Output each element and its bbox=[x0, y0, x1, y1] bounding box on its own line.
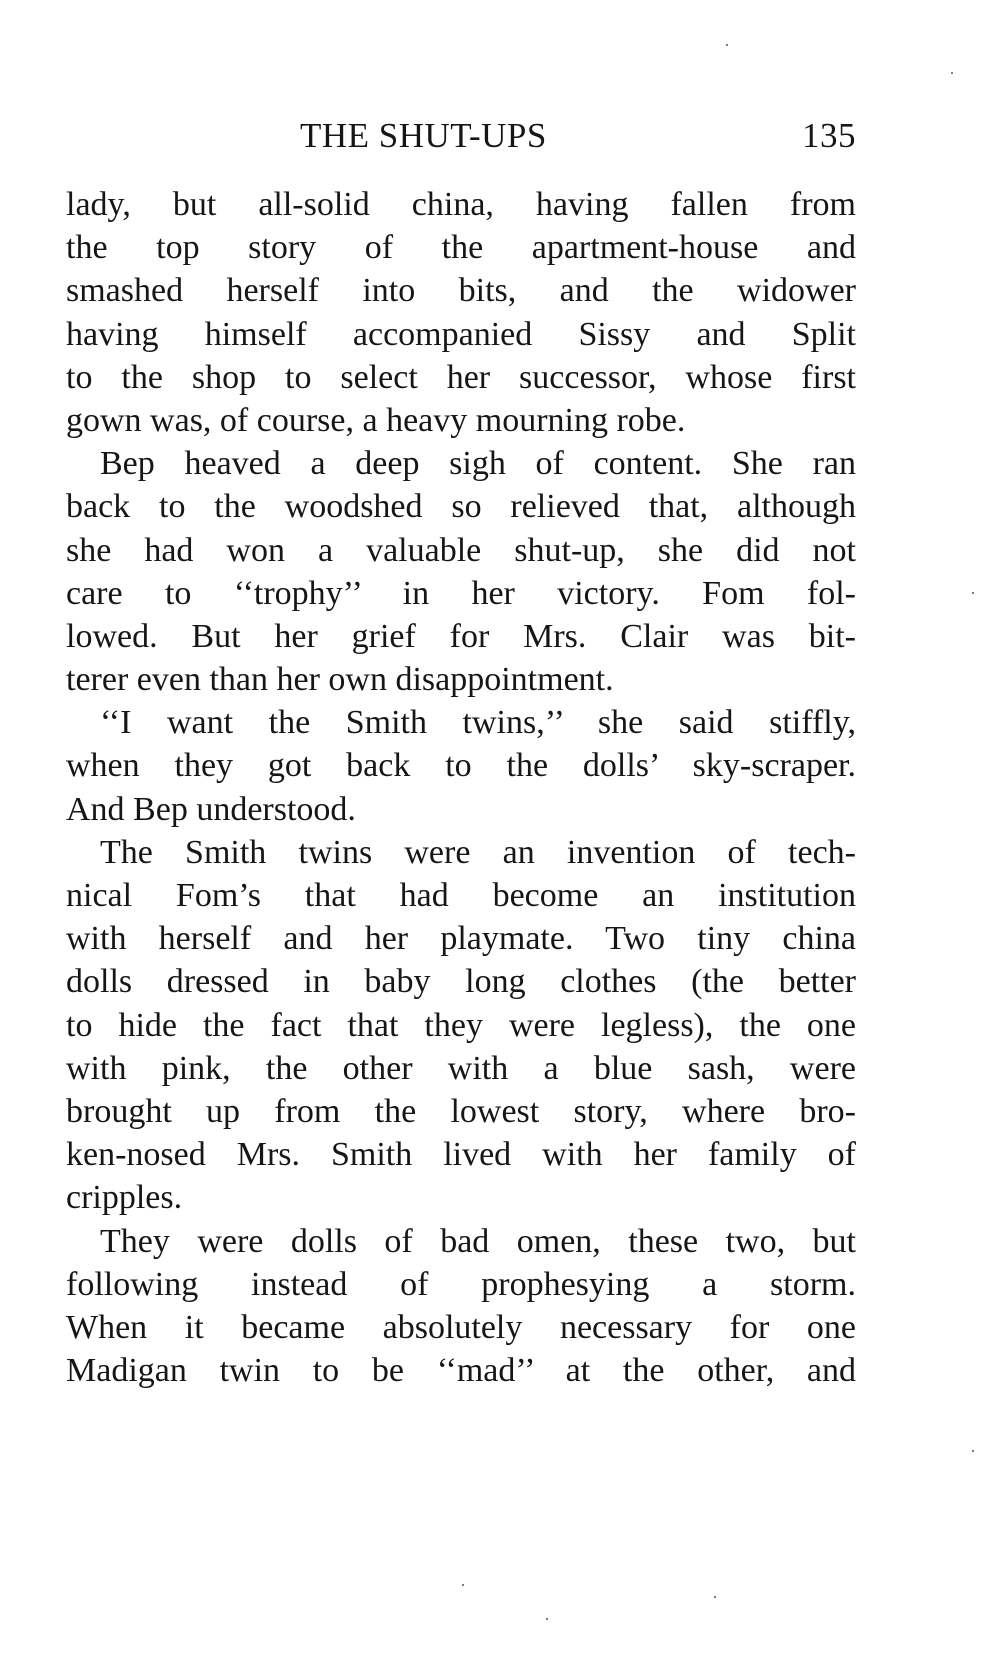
text-line: And Bep understood. bbox=[66, 790, 356, 828]
text-line: brought up from the lowest story, where bro- bbox=[66, 1092, 856, 1130]
text-line: ken-nosed Mrs. Smith lived with her family of bbox=[66, 1136, 856, 1174]
text-line: nical Fom’s that had become an institution bbox=[66, 877, 856, 914]
text-line: terer even than her own disappointment. bbox=[66, 661, 614, 699]
text-line: to the shop to select her successor, whose first bbox=[66, 358, 856, 396]
scan-speck bbox=[462, 1584, 464, 1586]
text-line: lady, but all-solid china, having fallen from bbox=[66, 186, 856, 223]
scan-speck bbox=[726, 44, 728, 46]
running-head bbox=[66, 116, 856, 166]
text-line: dolls dressed in baby long clothes (the better bbox=[66, 963, 856, 1001]
text-line: back to the woodshed so relieved that, although bbox=[66, 488, 856, 526]
text-line: gown was, of course, a heavy mourning robe. bbox=[66, 401, 686, 439]
body-text bbox=[66, 183, 856, 1392]
text-line: cripples. bbox=[66, 1179, 183, 1217]
text-line: They were dolls of bad omen, these two, but bbox=[100, 1222, 856, 1260]
text-line: care to ‘‘trophy’’ in her victory. Fom fol- bbox=[66, 574, 856, 612]
scan-speck bbox=[972, 1450, 974, 1452]
text-line: The Smith twins were an invention of tech- bbox=[100, 833, 856, 871]
text-line: ‘‘I want the Smith twins,’’ she said stiffly, bbox=[100, 704, 856, 742]
text-line: the top story of the apartment-house and bbox=[66, 229, 856, 267]
scan-speck bbox=[714, 1596, 716, 1598]
text-line: to hide the fact that they were legless), the one bbox=[66, 1006, 856, 1044]
text-line: with pink, the other with a blue sash, were bbox=[66, 1049, 856, 1087]
text-line: with herself and her playmate. Two tiny china bbox=[66, 920, 856, 958]
text-line: Madigan twin to be ‘‘mad’’ at the other, and bbox=[66, 1352, 856, 1390]
text-line: smashed herself into bits, and the widower bbox=[66, 272, 856, 310]
text-line: When it became absolutely necessary for one bbox=[66, 1308, 856, 1346]
text-line: Bep heaved a deep sigh of content. She ran bbox=[100, 445, 856, 483]
text-line: when they got back to the dolls’ sky-scraper. bbox=[66, 747, 856, 785]
text-line: lowed. But her grief for Mrs. Clair was bit- bbox=[66, 617, 856, 655]
scan-speck bbox=[546, 1618, 548, 1620]
page-number: 135 bbox=[802, 116, 856, 155]
running-title: THE SHUT-UPS bbox=[300, 116, 547, 155]
text-line: having himself accompanied Sissy and Split bbox=[66, 315, 856, 353]
scan-speck bbox=[951, 72, 953, 74]
text-line: following instead of prophesying a storm. bbox=[66, 1265, 856, 1303]
scan-speck bbox=[972, 592, 974, 594]
text-line: she had won a valuable shut-up, she did not bbox=[66, 531, 856, 569]
